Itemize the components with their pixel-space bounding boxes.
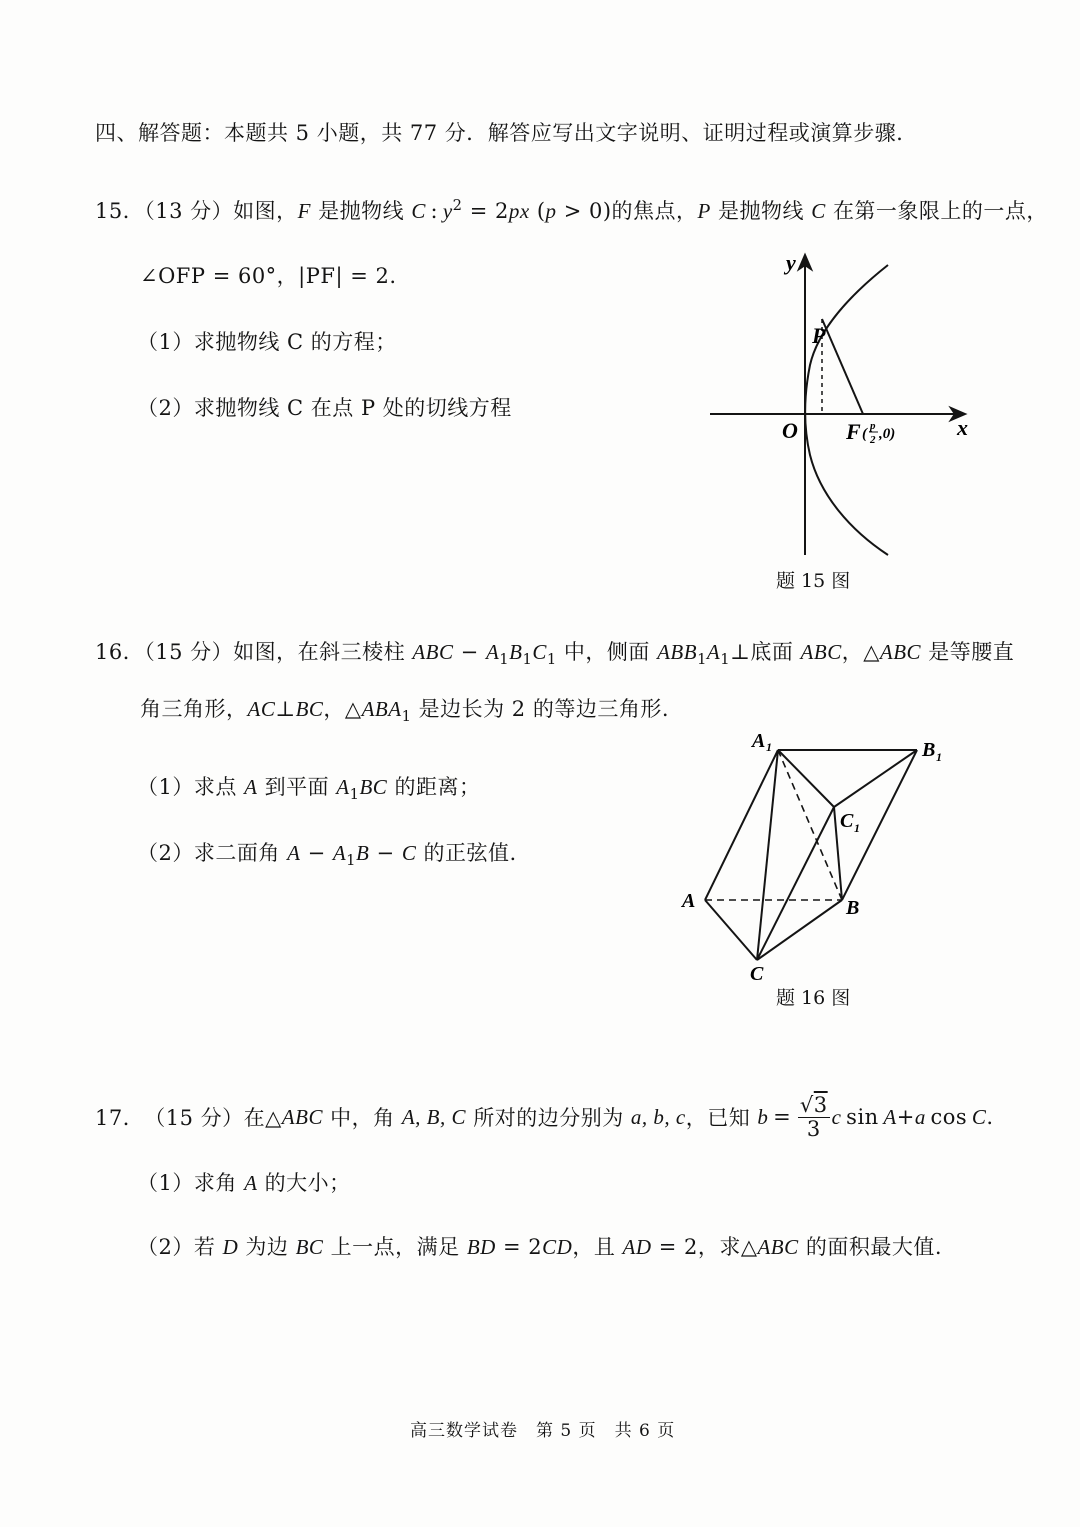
q16-stem-line2: 角三角形，AC⊥BC，$\triangle ABA_1$ 是边长为 2 的等边三角形. (140, 697, 669, 726)
q17-part1-text: （1）求角 (137, 1171, 237, 1195)
q16-part1-text: 的距离； (394, 775, 481, 799)
q16-edge-A1C (757, 750, 778, 960)
q15-stem-text: 的焦点， (611, 199, 698, 223)
q15-label-x: x (957, 415, 968, 440)
q17-part1: （1）求角 A 的大小； (137, 1171, 351, 1195)
q17-part2-text: 的面积最大值. (805, 1235, 943, 1259)
q15-F-p: p (870, 420, 876, 432)
q17-part2-text: 上一点，满足 (330, 1235, 460, 1259)
q16-stem-math: AC⊥BC (247, 697, 324, 721)
q17-number: 17． (95, 1106, 145, 1130)
q16-label-A1: A (752, 730, 766, 752)
q16-label-B1: B (922, 739, 936, 761)
q15-label-y: y (786, 250, 796, 275)
q15-stem-text: 是抛物线 (318, 199, 405, 223)
q17-part2-text: 为边 (245, 1235, 289, 1259)
q16-stem-text: 是边长为 2 的等边三角形. (418, 697, 669, 721)
q16-edge-B1C1 (834, 750, 917, 807)
q17-stem-text: 所对的边分别为 (473, 1106, 624, 1130)
q15-F-paren-open: ( (862, 426, 867, 442)
q16-number: 16． (95, 640, 145, 664)
q16-figure (670, 720, 970, 990)
q15-stem: 15．（13 分）如图，F 是抛物线 C : $y^2 = 2px$ (p > 0)的焦点，P 是抛物线 C 在第一象限上的一点， (95, 197, 1048, 223)
q15-caption: 题 15 图 (776, 570, 851, 592)
q15-label-P: P (812, 323, 826, 348)
q16-stem-text: 是等腰直 (928, 640, 1015, 664)
q17-stem-text: 在△ (243, 1106, 282, 1130)
q16-stem-text: 角三角形， (140, 697, 248, 721)
q17-part2: （2）若 D 为边 BC 上一点，满足 BD = 2CD，且 AD = 2，求△ABC 的面积最大值. (137, 1235, 943, 1259)
q16-part1: （1）求点 A 到平面 $A_1BC$ 的距离； (137, 775, 481, 804)
q15-figure (700, 245, 990, 565)
q16-label-B1-sub: 1 (936, 750, 942, 764)
q17-part2-text: ，且 (572, 1235, 616, 1259)
q16-edge-A1C1 (778, 750, 834, 807)
q17-stem: 17． （15 分） 在△ ABC 中，角 A, B, C 所对的边分别为 a, b, c ，已知 b = $\frac{√3}{3}$ c sin A + a cos C . (95, 1093, 994, 1141)
q15-label-F: F (846, 419, 861, 444)
q15-label-O: O (782, 418, 798, 443)
q17-part2-text: （2）若 (137, 1235, 216, 1259)
q16-label-B: B (846, 897, 860, 919)
q16-stem-text: ，△ (841, 640, 880, 664)
q16-part1-text: 到平面 (264, 775, 330, 799)
section-header: 四、解答题：本题共 5 小题，共 77 分．解答应写出文字说明、证明过程或演算步骤． (95, 121, 918, 145)
q16-part1-text: （1）求点 (137, 775, 237, 799)
q17-part2-text: ，求△ (697, 1235, 758, 1259)
q15-stem-text: 如图， (233, 199, 298, 223)
q16-edge-A1B-hidden (778, 750, 842, 900)
q17-part1-text: 的大小； (264, 1171, 351, 1195)
q16-edge-AC (705, 900, 757, 960)
q16-part2-text: （2）求二面角 (137, 841, 280, 865)
q15-F-paren-close: ,0) (879, 426, 896, 442)
q15-points: （13 分） (144, 199, 234, 223)
q15-stem-text: 是抛物线 (718, 199, 805, 223)
q16-label-A1-sub: 1 (766, 740, 772, 754)
q15-part1: （1）求抛物线 C 的方程； (137, 330, 397, 354)
q15-condition: ∠OFP = 60°，|PF| = 2. (140, 264, 397, 288)
q17-stem-text: ，已知 (685, 1106, 751, 1130)
q15-number: 15． (95, 199, 145, 223)
q15-part2: （2）求抛物线 C 在点 P 处的切线方程 (137, 396, 512, 420)
q16-stem-text: 中，侧面 (563, 640, 650, 664)
q16-part2: （2）求二面角 $A - A_1B - C$ 的正弦值. (137, 841, 517, 870)
q15-stem-text: 在第一象限上的一点， (832, 199, 1048, 223)
q16-edge-C1C (757, 807, 834, 960)
q16-stem: 16．（15 分）如图，在斜三棱柱 ABC − $A_1B_1C_1$ 中，侧面 $ABB_1A_1\perp$底面 ABC，△ABC 是等腰直 (95, 640, 1015, 669)
q15-F-2: 2 (870, 434, 876, 446)
q15-segment-PF (822, 319, 863, 414)
q16-label-C1: C (840, 810, 854, 832)
q16-stem-text: ，△ (323, 697, 362, 721)
q17-points: （15 分） (144, 1106, 244, 1130)
q16-label-C1-sub: 1 (854, 821, 860, 835)
page-footer: 高三数学试卷 第 5 页 共 6 页 (410, 1421, 676, 1441)
q16-stem-text: 如图，在斜三棱柱 (233, 640, 406, 664)
q16-label-A: A (682, 890, 696, 912)
q16-part2-text: 的正弦值. (423, 841, 517, 865)
q16-stem-text: ⊥底面 (730, 640, 794, 664)
q15-parabola (805, 265, 888, 555)
q16-caption: 题 16 图 (776, 987, 851, 1009)
q16-edge-CB (757, 900, 842, 960)
q17-fraction: $\frac{√3}{3}$ (799, 1093, 828, 1141)
q17-stem-text: 中，角 (330, 1106, 395, 1130)
q16-edge-A1A (705, 750, 778, 900)
q16-points: （15 分） (144, 640, 234, 664)
q16-label-C: C (750, 963, 764, 985)
